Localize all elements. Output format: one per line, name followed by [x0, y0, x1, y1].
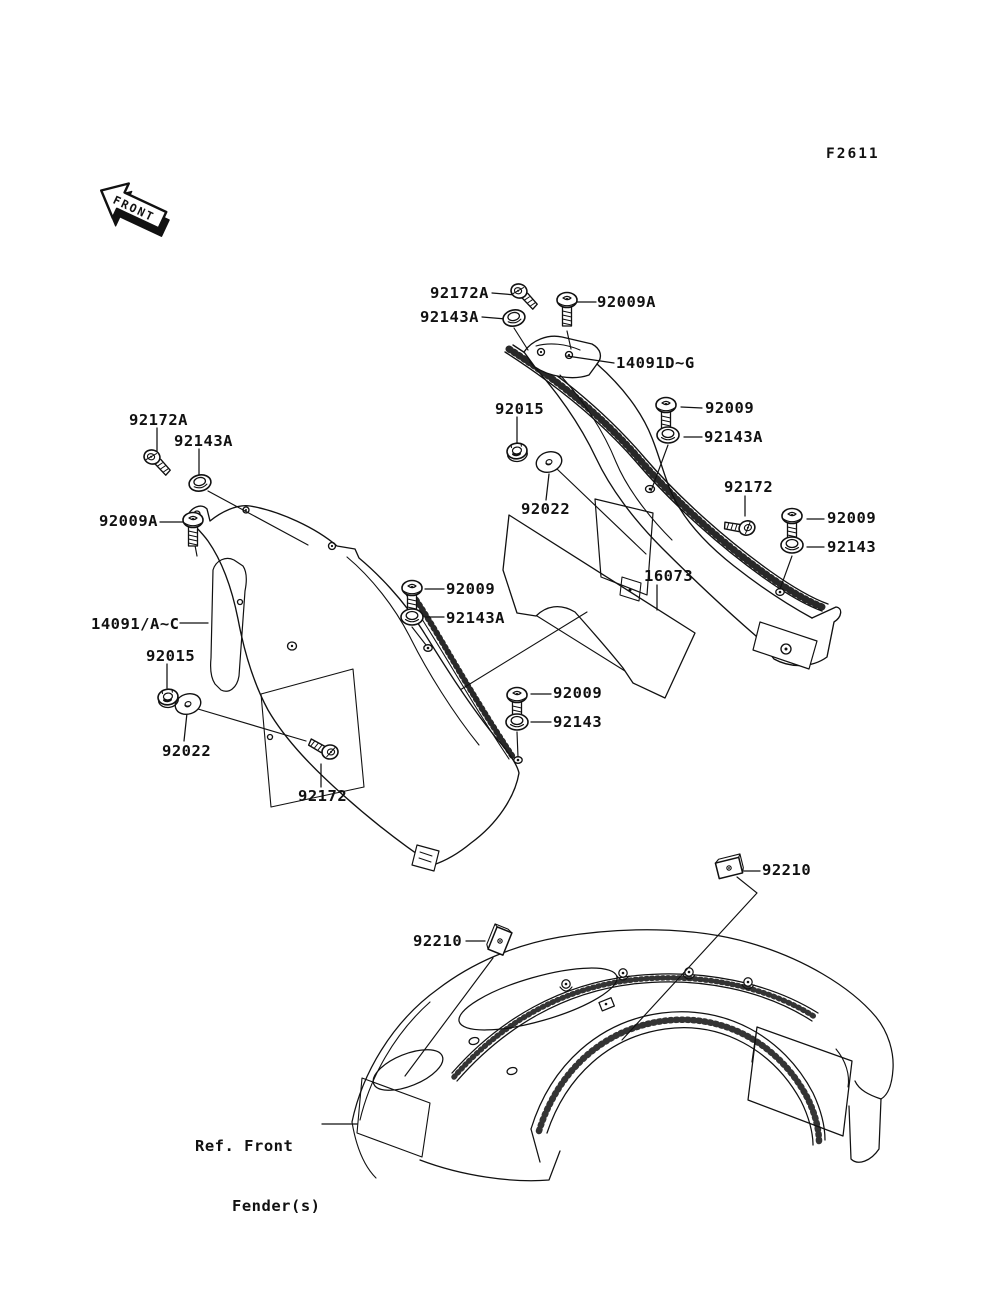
front-arrow-icon [90, 174, 176, 245]
heat-guard-drawing [447, 515, 695, 698]
part-label-92143-right: 92143 [827, 538, 877, 556]
part-label-92015-upper: 92015 [495, 400, 545, 418]
ref-front-fender-note [195, 1096, 321, 1256]
part-label-92172a-left: 92172A [129, 411, 188, 429]
part-label-92172a-top: 92172A [430, 284, 489, 302]
part-label-92143-bottom: 92143 [553, 713, 603, 731]
part-label-92009-bottom: 92009 [553, 684, 603, 702]
left-side-cover-drawing [187, 506, 522, 871]
clip-mount-on-arch [599, 998, 614, 1011]
part-label-92009a-left: 92009A [99, 512, 158, 530]
part-label-16073: 16073 [644, 567, 694, 585]
ref-note-line2: Fender(s) [232, 1197, 321, 1215]
part-label-92009-right: 92009 [827, 509, 877, 527]
part-label-92210-right: 92210 [762, 861, 812, 879]
part-label-92143a-left: 92143A [174, 432, 233, 450]
part-label-92172-bottom: 92172 [298, 787, 348, 805]
part-label-92143a-top: 92143A [420, 308, 479, 326]
part-label-92172-right: 92172 [724, 478, 774, 496]
part-label-14091ac: 14091/A~C [91, 615, 180, 633]
part-label-92009-upper: 92009 [705, 399, 755, 417]
front-arrow-label: FRONT [110, 192, 158, 225]
part-label-14091dg: 14091D~G [616, 354, 695, 372]
part-label-92009-mid: 92009 [446, 580, 496, 598]
part-label-92022-left: 92022 [162, 742, 212, 760]
ref-note-line1: Ref. Front [195, 1137, 294, 1155]
front-fender-drawing [352, 930, 893, 1181]
part-label-92009a-top: 92009A [597, 293, 656, 311]
part-label-92022-upper: 92022 [521, 500, 571, 518]
part-label-92143a-mid: 92143A [446, 609, 505, 627]
figure-code: F2611 [826, 146, 880, 162]
leader-lines [157, 293, 824, 1124]
part-label-92143a-upper: 92143A [704, 428, 763, 446]
clip-icon [485, 854, 744, 955]
part-label-92015-left: 92015 [146, 647, 196, 665]
part-label-92210-left: 92210 [413, 932, 463, 950]
